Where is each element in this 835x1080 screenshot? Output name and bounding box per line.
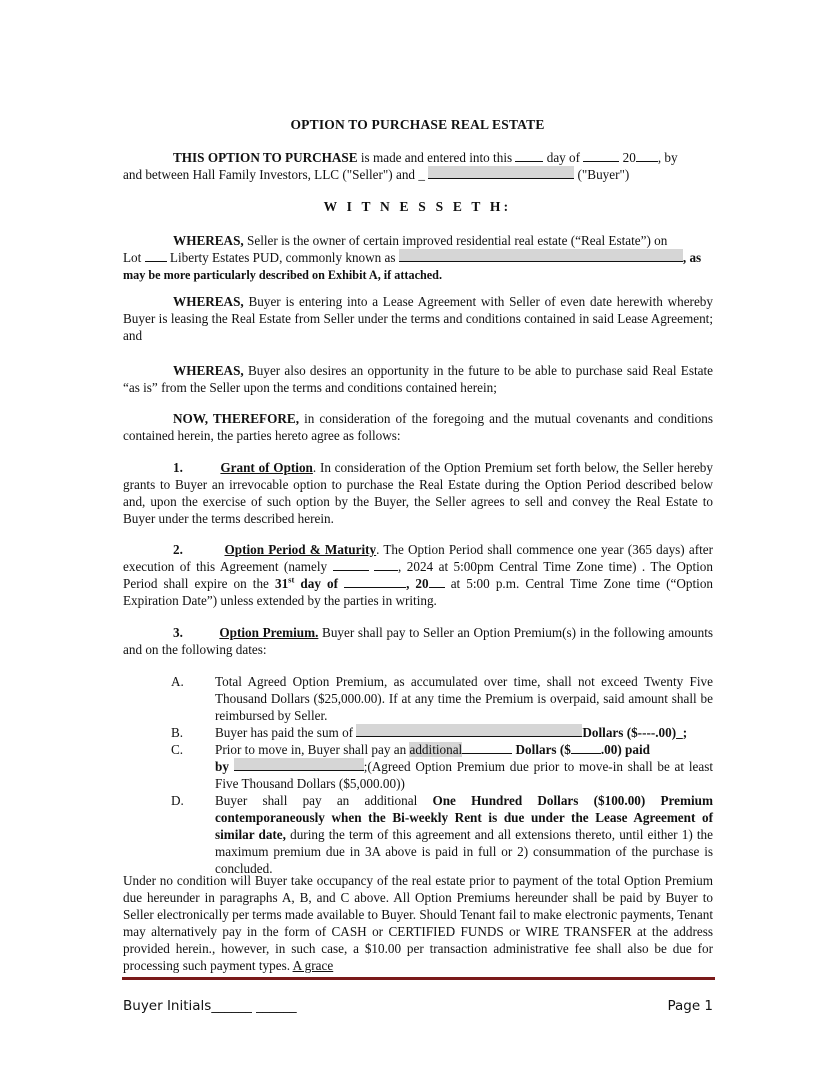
witnesseth-heading: W I T N E S S E T H: <box>323 199 512 214</box>
start-month-blank <box>333 558 369 571</box>
whereas-paragraph-2: WHEREAS, Buyer is entering into a Lease Agreement with Seller of even date herewith whereby Buyer is leasing the Real Estate from Seller under the terms and conditions contained in said Lease Agreement; and <box>123 294 713 343</box>
item-a-text: Total Agreed Option Premium, as accumulated over time, shall not exceed Twenty Five Thousand Dollars ($25,000.00). If at any time the Premium is overpaid, said amount shall be reimbursed by Seller. <box>215 674 713 723</box>
amount-paid-blank <box>356 724 582 737</box>
page-number: Page 1 <box>667 998 713 1014</box>
section-2-paragraph: 2. Option Period & Maturity. The Option Period shall commence one year (365 days) after execution of this Agreement (namely , 2024 at 5:00pm Central Time Zone time) . The Option Period shall expire on the 31st day of , 20 at 5:00 p.m. Central Time Zone time (“Option Expiration Date”) unless extended by the parties in writing. <box>123 542 714 608</box>
address-blank <box>399 249 683 262</box>
whereas-paragraph-1: WHEREAS, Seller is the owner of certain improved residential real estate (“Real Estate”) on Lot Liberty Estates PUD, commonly known as , as may be more particularly described on Exhibit A, if attached. <box>123 233 702 282</box>
whereas-paragraph-3: WHEREAS, Buyer also desires an opportunity in the future to be able to purchase said Real Estate “as is” from the Seller upon the terms and conditions contained herein; <box>123 363 713 395</box>
item-a-label: A. <box>171 674 184 689</box>
item-d-label: D. <box>171 793 184 808</box>
intro-paragraph: THIS OPTION TO PURCHASE is made and entered into this day of 20 , by and between Hall Family Investors, LLC ("Seller") and _ ("Buyer") <box>123 150 678 182</box>
month-blank <box>583 149 619 162</box>
day-blank <box>515 149 543 162</box>
intro-lead: THIS OPTION TO PURCHASE <box>173 150 358 165</box>
pay-by-date-blank <box>234 758 364 771</box>
expiration-month-blank <box>344 575 406 588</box>
additional-amount-blank <box>462 741 512 754</box>
now-therefore-paragraph: NOW, THEREFORE, in consideration of the foregoing and the mutual covenants and conditions contained herein, the parties hereto agree as follows: <box>123 411 713 443</box>
section-1-paragraph: 1. Grant of Option. In consideration of the Option Premium set forth below, the Seller hereby grants to Buyer an irrevocable option to purchase the Real Estate during the Option Period described below and, upon the exercise of such option by the Buyer, the Seller agrees to sell and convey the Real Estate to Buyer under the terms described herein. <box>123 460 713 526</box>
item-b-label: B. <box>171 725 184 740</box>
item-b-text: Buyer has paid the sum of Dollars ($----.00)_; <box>215 725 688 740</box>
item-c-label: C. <box>171 742 184 757</box>
document-title: OPTION TO PURCHASE REAL ESTATE <box>290 117 545 132</box>
item-d-text: Buyer shall pay an additional One Hundred Dollars ($100.00) Premium contemporaneously when the Bi-weekly Rent is due under the Lease Agreement of similar date, during the term of this agreement and all extensions thereto, until either 1) the maximum premium due in 3A above is paid in full or 2) consummation of the purchase is concluded. <box>215 793 713 876</box>
start-day-blank <box>374 558 398 571</box>
buyer-name-blank <box>428 166 574 179</box>
buyer-initials: Buyer Initials______ ______ <box>123 998 297 1014</box>
section-3-paragraph: 3. Option Premium. Buyer shall pay to Seller an Option Premium(s) in the following amounts and on the following dates: <box>123 625 713 657</box>
section-1-heading: Grant of Option <box>220 460 313 475</box>
lot-blank <box>145 249 167 262</box>
closing-paragraph: Under no condition will Buyer take occupancy of the real estate prior to payment of the total Option Premium due hereunder in paragraphs A, B, and C above. All Option Premiums hereunder shall be paid by Buyer to Seller electronically per terms made available to Buyer. Should Tenant fail to make electronic payments, Tenant may alternatively pay in the form of CASH or CERTIFIED FUNDS or WIRE TRANSFER at the address provided herein., however, in such case, a $10.00 per transaction administrative fee shall also be due for processing such payment types. A grace <box>123 873 713 973</box>
footer-rule <box>122 977 715 980</box>
year-blank <box>636 149 658 162</box>
section-2-heading: Option Period & Maturity <box>224 542 377 557</box>
section-3-heading: Option Premium. <box>219 625 319 640</box>
additional-dollars-blank <box>571 741 601 754</box>
item-c-text: Prior to move in, Buyer shall pay an additional Dollars ($ .00) paid by ;(Agreed Option Premium due prior to move-in shall be at least Five Thousand Dollars ($5,000.00)) <box>215 742 713 791</box>
expiration-year-blank <box>429 575 445 588</box>
